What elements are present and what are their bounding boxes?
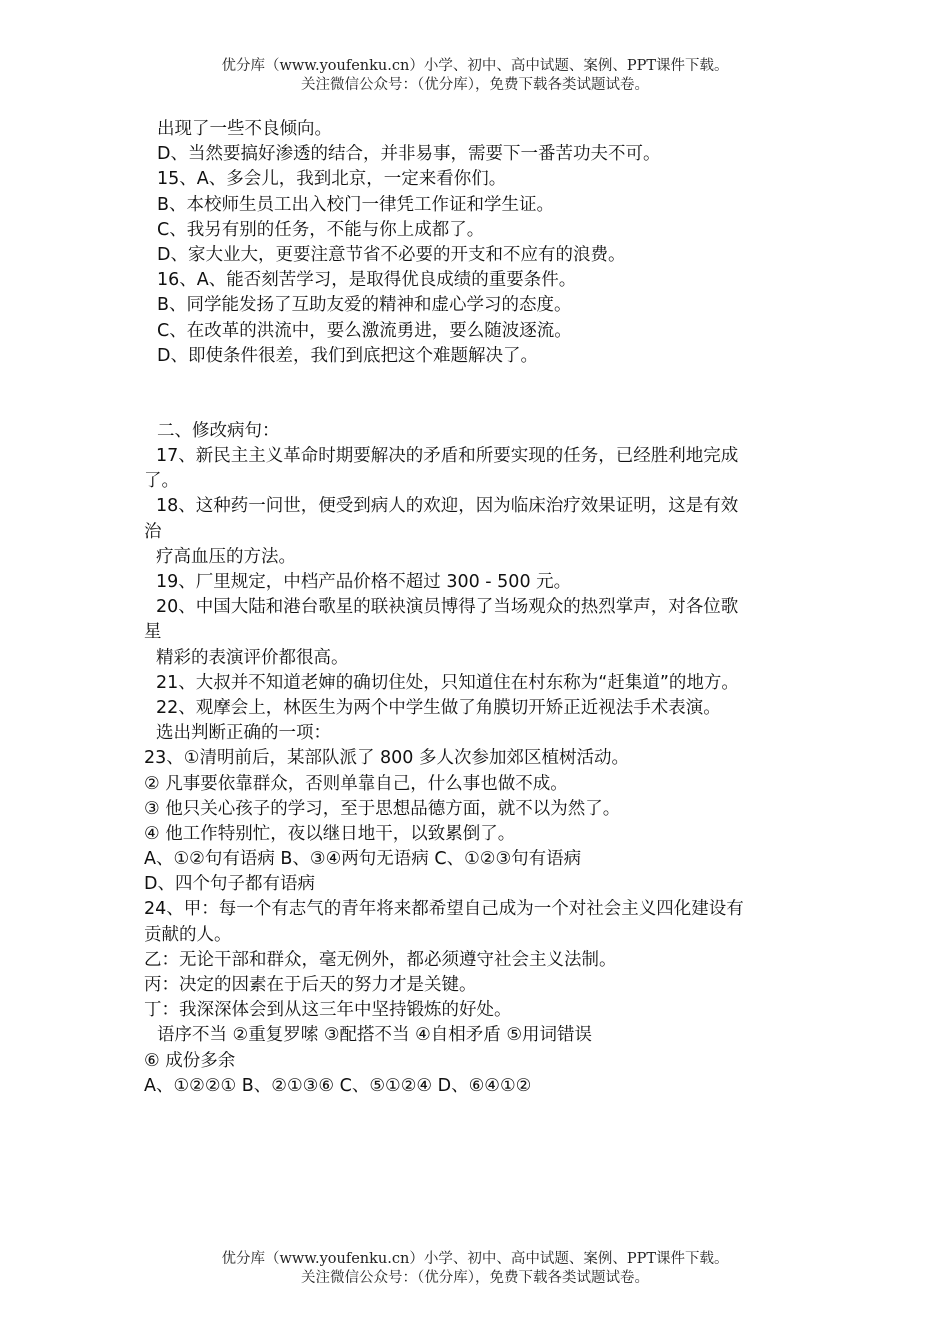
text-line: D、即使条件很差，我们到底把这个难题解决了。	[157, 345, 538, 366]
text-line: 选出判断正确的一项：	[156, 723, 331, 744]
text-line: 星	[144, 622, 162, 643]
text-line: A、①②②① B、②①③⑥ C、⑤①②④ D、⑥④①②	[144, 1075, 532, 1096]
text-line: 23、①清明前后，某部队派了 800 多人次参加郊区植树活动。	[144, 748, 629, 769]
page-footer	[0, 1250, 950, 1288]
text-line: 治	[144, 521, 162, 542]
text-line: 22、观摩会上，林医生为两个中学生做了角膜切开矫正近视法手术表演。	[156, 697, 721, 718]
text-line: 疗高血压的方法。	[156, 546, 296, 567]
text-line: 16、A、能否刻苦学习，是取得优良成绩的重要条件。	[157, 270, 577, 291]
text-line: 15、A、多会儿，我到北京，一定来看你们。	[157, 169, 507, 190]
text-line: 精彩的表演评价都很高。	[156, 647, 349, 668]
text-line: 乙：无论干部和群众，毫无例外，都必须遵守社会主义法制。	[144, 949, 617, 970]
section-heading: 二、修改病句：	[157, 420, 280, 441]
page-header	[0, 57, 950, 95]
text-line: 贡献的人。	[144, 924, 232, 945]
footer-line-1: 优分库（www.youfenku.cn）小学、初中、高中试题、案例、PPT课件下载。	[221, 1251, 729, 1267]
text-line: A、①②句有语病 B、③④两句无语病 C、①②③句有语病	[144, 849, 582, 870]
text-line: C、在改革的洪流中，要么激流勇进，要么随波逐流。	[157, 320, 572, 341]
text-line: 19、厂里规定，中档产品价格不超过 300 - 500 元。	[156, 572, 572, 592]
text-line: 出现了一些不良倾向。	[157, 119, 332, 139]
text-line: ② 凡事要依靠群众，否则单靠自己，什么事也做不成。	[144, 773, 568, 794]
text-line: 了。	[144, 471, 179, 492]
text-line: ④ 他工作特别忙，夜以继日地干，以致累倒了。	[144, 823, 516, 844]
text-line: B、同学能发扬了互助友爱的精神和虚心学习的态度。	[157, 295, 572, 316]
text-line: D、当然要搞好渗透的结合，并非易事，需要下一番苦功夫不可。	[157, 144, 661, 165]
text-line: C、我另有别的任务，不能与你上成都了。	[157, 219, 485, 240]
text-line: 24、甲：每一个有志气的青年将来都希望自己成为一个对社会主义四化建设有	[144, 899, 744, 920]
text-line: 丙：决定的因素在于后天的努力才是关键。	[144, 975, 477, 995]
text-line: ③ 他只关心孩子的学习，至于思想品德方面，就不以为然了。	[144, 798, 621, 819]
text-line: B、本校师生员工出入校门一律凭工作证和学生证。	[157, 194, 555, 215]
header-line-2: 关注微信公众号：（优分库），免费下载各类试题试卷。	[301, 77, 649, 93]
header-line-1: 优分库（www.youfenku.cn）小学、初中、高中试题、案例、PPT课件下载。	[221, 58, 729, 74]
blank-gap	[144, 369, 814, 419]
text-line: 20、中国大陆和港台歌星的联袂演员博得了当场观众的热烈掌声，对各位歌	[156, 597, 739, 618]
text-line: 丁：我深深体会到从这三年中坚持锻炼的好处。	[144, 1000, 512, 1021]
text-line: 18、这种药一问世，便受到病人的欢迎，因为临床治疗效果证明，这是有效	[156, 496, 739, 517]
footer-line-2: 关注微信公众号：（优分库），免费下载各类试题试卷。	[301, 1270, 649, 1286]
text-line: 语序不当 ②重复罗嗦 ③配搭不当 ④自相矛盾 ⑤用词错误	[157, 1025, 593, 1046]
text-line: 21、大叔并不知道老婶的确切住处，只知道住在村东称为“赶集道”的地方。	[156, 672, 739, 693]
text-line: 17、新民主主义革命时期要解决的矛盾和所要实现的任务，已经胜利地完成	[156, 446, 739, 467]
document-body	[144, 117, 814, 1099]
text-line: ⑥ 成份多余	[144, 1050, 236, 1071]
text-line: D、四个句子都有语病	[144, 874, 315, 895]
text-line: D、家大业大，更要注意节省不必要的开支和不应有的浪费。	[157, 244, 626, 265]
